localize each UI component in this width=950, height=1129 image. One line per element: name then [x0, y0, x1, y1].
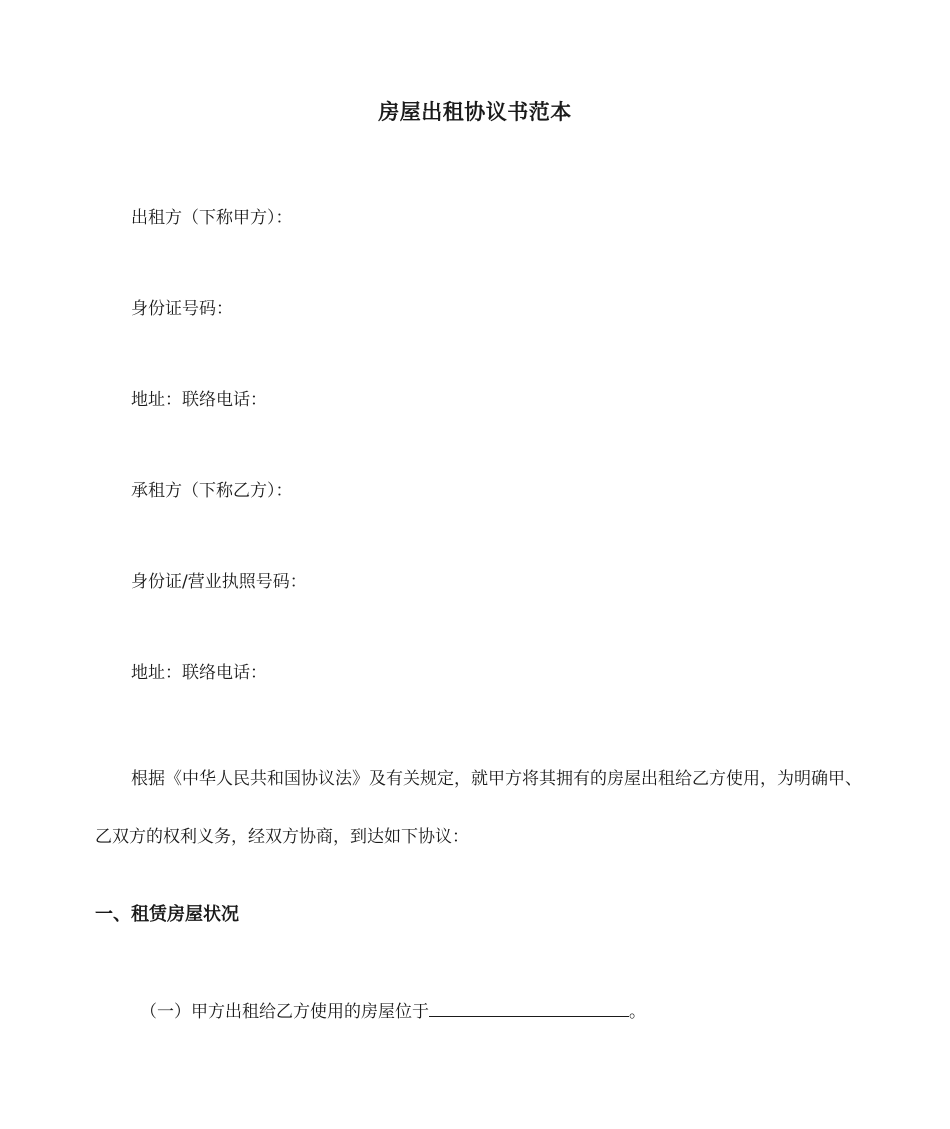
lessee-id-field: 身份证/营业执照号码：	[131, 572, 307, 592]
document-title: 房屋出租协议书范本	[378, 100, 572, 124]
clause-1-end: 。	[629, 1002, 646, 1022]
lessee-field: 承租方（下称乙方）：	[131, 481, 293, 501]
lessor-id-field: 身份证号码：	[131, 299, 233, 319]
clause-1	[140, 998, 646, 1024]
blank-line	[429, 998, 629, 1017]
lessor-field: 出租方（下称甲方）：	[131, 208, 293, 228]
clause-1-text: （一）甲方出租给乙方使用的房屋位于	[140, 1002, 429, 1022]
lessor-address-field: 地址：联络电话：	[131, 390, 267, 410]
lessee-address-field: 地址：联络电话：	[131, 663, 267, 683]
preamble-paragraph: 根据《中华人民共和国协议法》及有关规定，就甲方将其拥有的房屋出租给乙方使用，为明确甲、乙双方的权利义务，经双方协商，到达如下协议：	[95, 769, 862, 847]
section-heading: 一、租赁房屋状况	[95, 904, 239, 925]
